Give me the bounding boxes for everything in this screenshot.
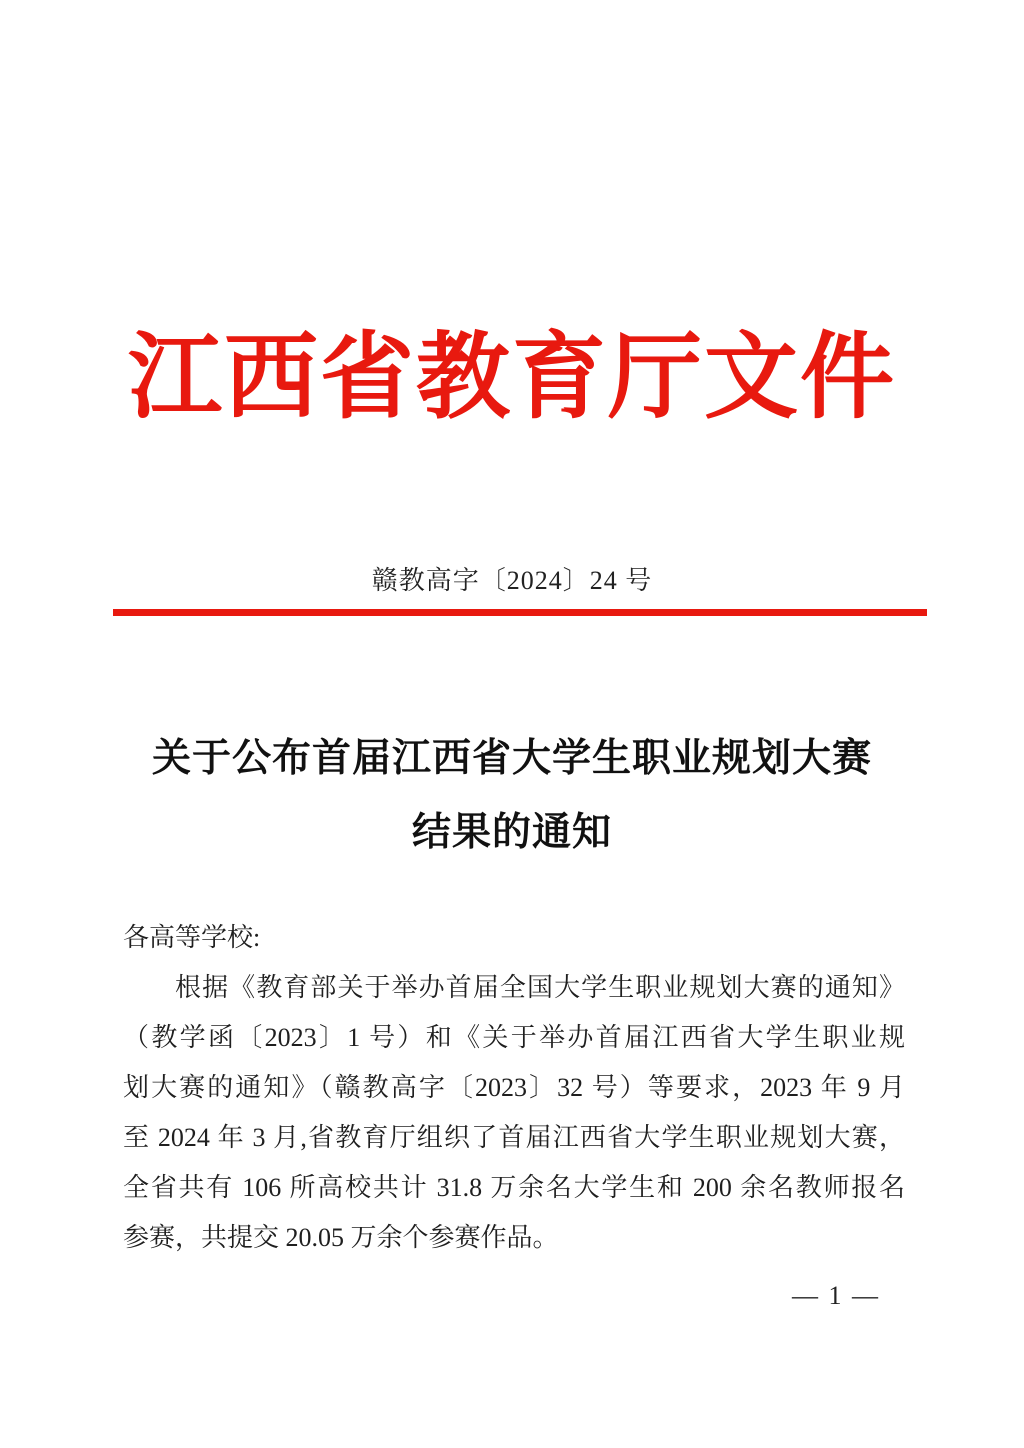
body-text <box>123 913 905 1263</box>
body-line: 划大赛的通知》（赣教高字〔2023〕32 号）等要求，2023 年 9 月 <box>123 1073 905 1102</box>
red-divider <box>113 609 927 616</box>
notice-title-line1: 关于公布首届江西省大学生职业规划大赛 <box>151 737 872 780</box>
page-number: — 1 — <box>792 1281 880 1310</box>
notice-title-line2: 结果的通知 <box>411 811 612 854</box>
body-line: 根据《教育部关于举办首届全国大学生职业规划大赛的通知》 <box>175 973 905 1002</box>
body-line: 至 2024 年 3 月,省教育厅组织了首届江西省大学生职业规划大赛， <box>123 1123 905 1152</box>
body-line: 参赛，共提交 20.05 万余个参赛作品。 <box>123 1223 559 1252</box>
body-line: 全省共有 106 所高校共计 31.8 万余名大学生和 200 余名教师报名 <box>123 1173 905 1202</box>
notice-title <box>16 722 1008 870</box>
body-line: （教学函〔2023〕1 号）和《关于举办首届江西省大学生职业规 <box>123 1023 905 1052</box>
salutation: 各高等学校: <box>123 923 261 952</box>
doc-number: 赣教高字〔2024〕24 号 <box>371 566 653 595</box>
agency-header-title: 江西省教育厅文件 <box>127 326 896 430</box>
